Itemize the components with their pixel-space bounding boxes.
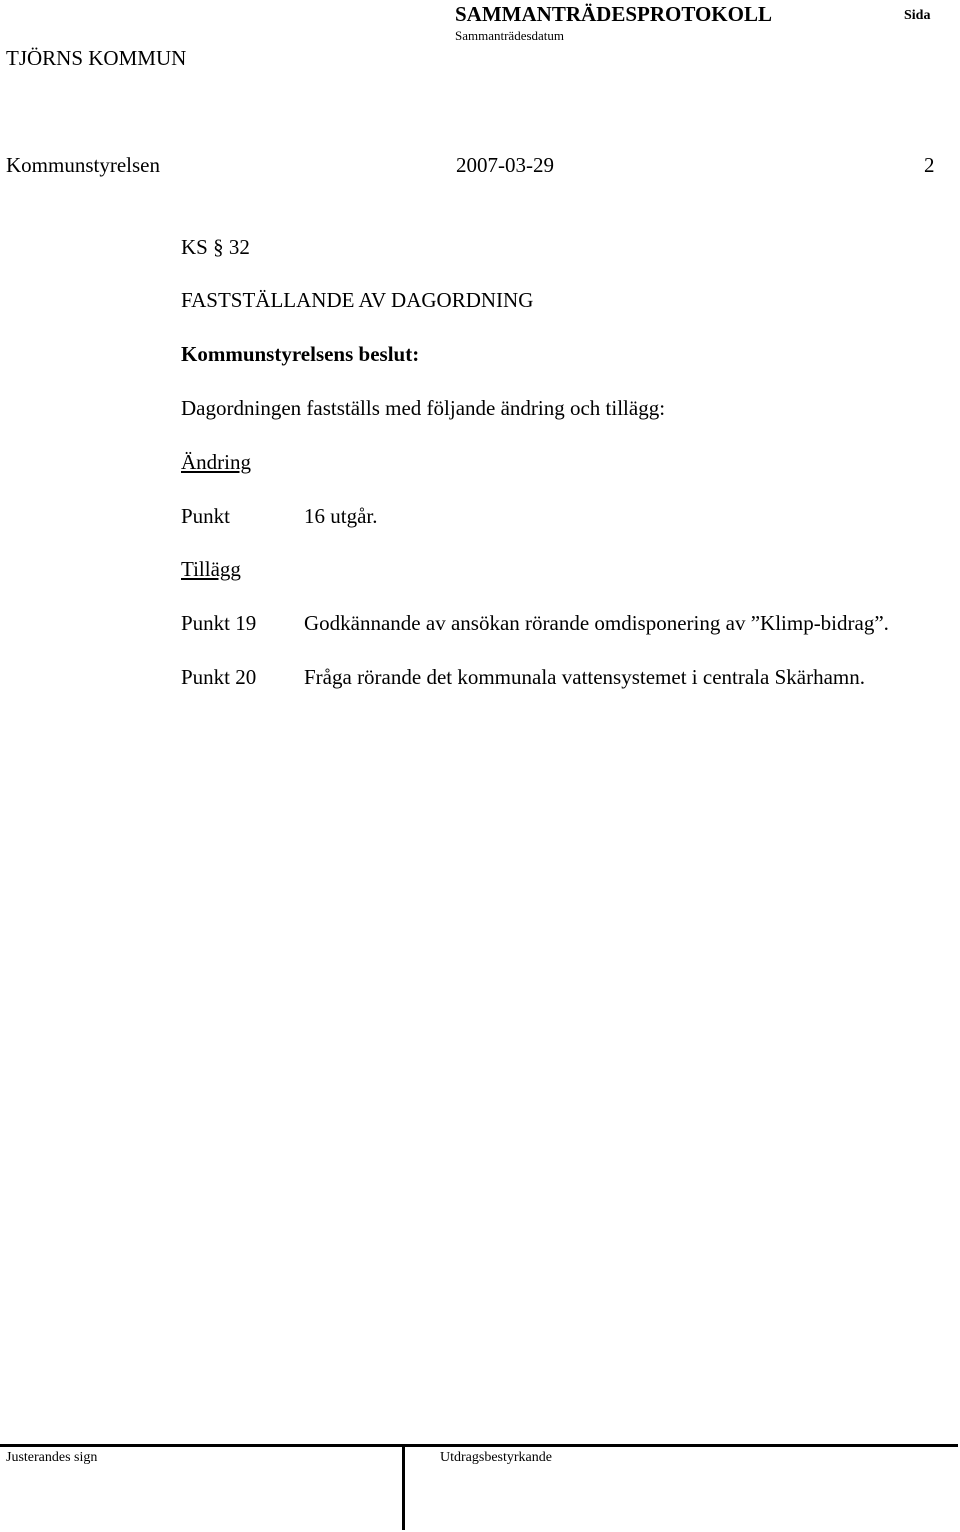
change-row-label: Punkt <box>181 504 231 528</box>
footer-rule <box>0 1444 958 1447</box>
municipality-name: TJÖRNS KOMMUN <box>6 46 187 70</box>
signature-field-label: Justerandes sign <box>6 1450 98 1465</box>
change-row-text: 16 utgår. <box>304 504 378 528</box>
meeting-date-label: Sammanträdesdatum <box>455 28 565 43</box>
extract-certification-label: Utdragsbestyrkande <box>440 1450 552 1465</box>
document-type: SAMMANTRÄDESPROTOKOLL <box>455 2 772 26</box>
decision-label: Kommunstyrelsens beslut: <box>181 342 420 366</box>
page-number: 2 <box>924 153 935 177</box>
page-label: Sida <box>904 8 931 23</box>
addition-row-label: Punkt 20 <box>181 665 257 689</box>
addition-row-label: Punkt 19 <box>181 611 257 635</box>
change-section-title: Ändring <box>181 450 251 474</box>
meeting-date: 2007-03-29 <box>456 153 554 177</box>
addition-row-text: Godkännande av ansökan rörande omdisponering av ”Klimp-bidrag”. <box>304 611 889 635</box>
item-reference: KS § 32 <box>181 235 250 259</box>
addition-row-text: Fråga rörande det kommunala vattensystemet i centrala Skärhamn. <box>304 665 865 689</box>
decision-intro: Dagordningen fastställs med följande ändring och tillägg: <box>181 396 666 420</box>
committee-name: Kommunstyrelsen <box>6 153 160 177</box>
footer-divider <box>402 1444 405 1530</box>
item-heading: FASTSTÄLLANDE AV DAGORDNING <box>181 288 534 312</box>
addition-section-title: Tillägg <box>181 557 241 581</box>
